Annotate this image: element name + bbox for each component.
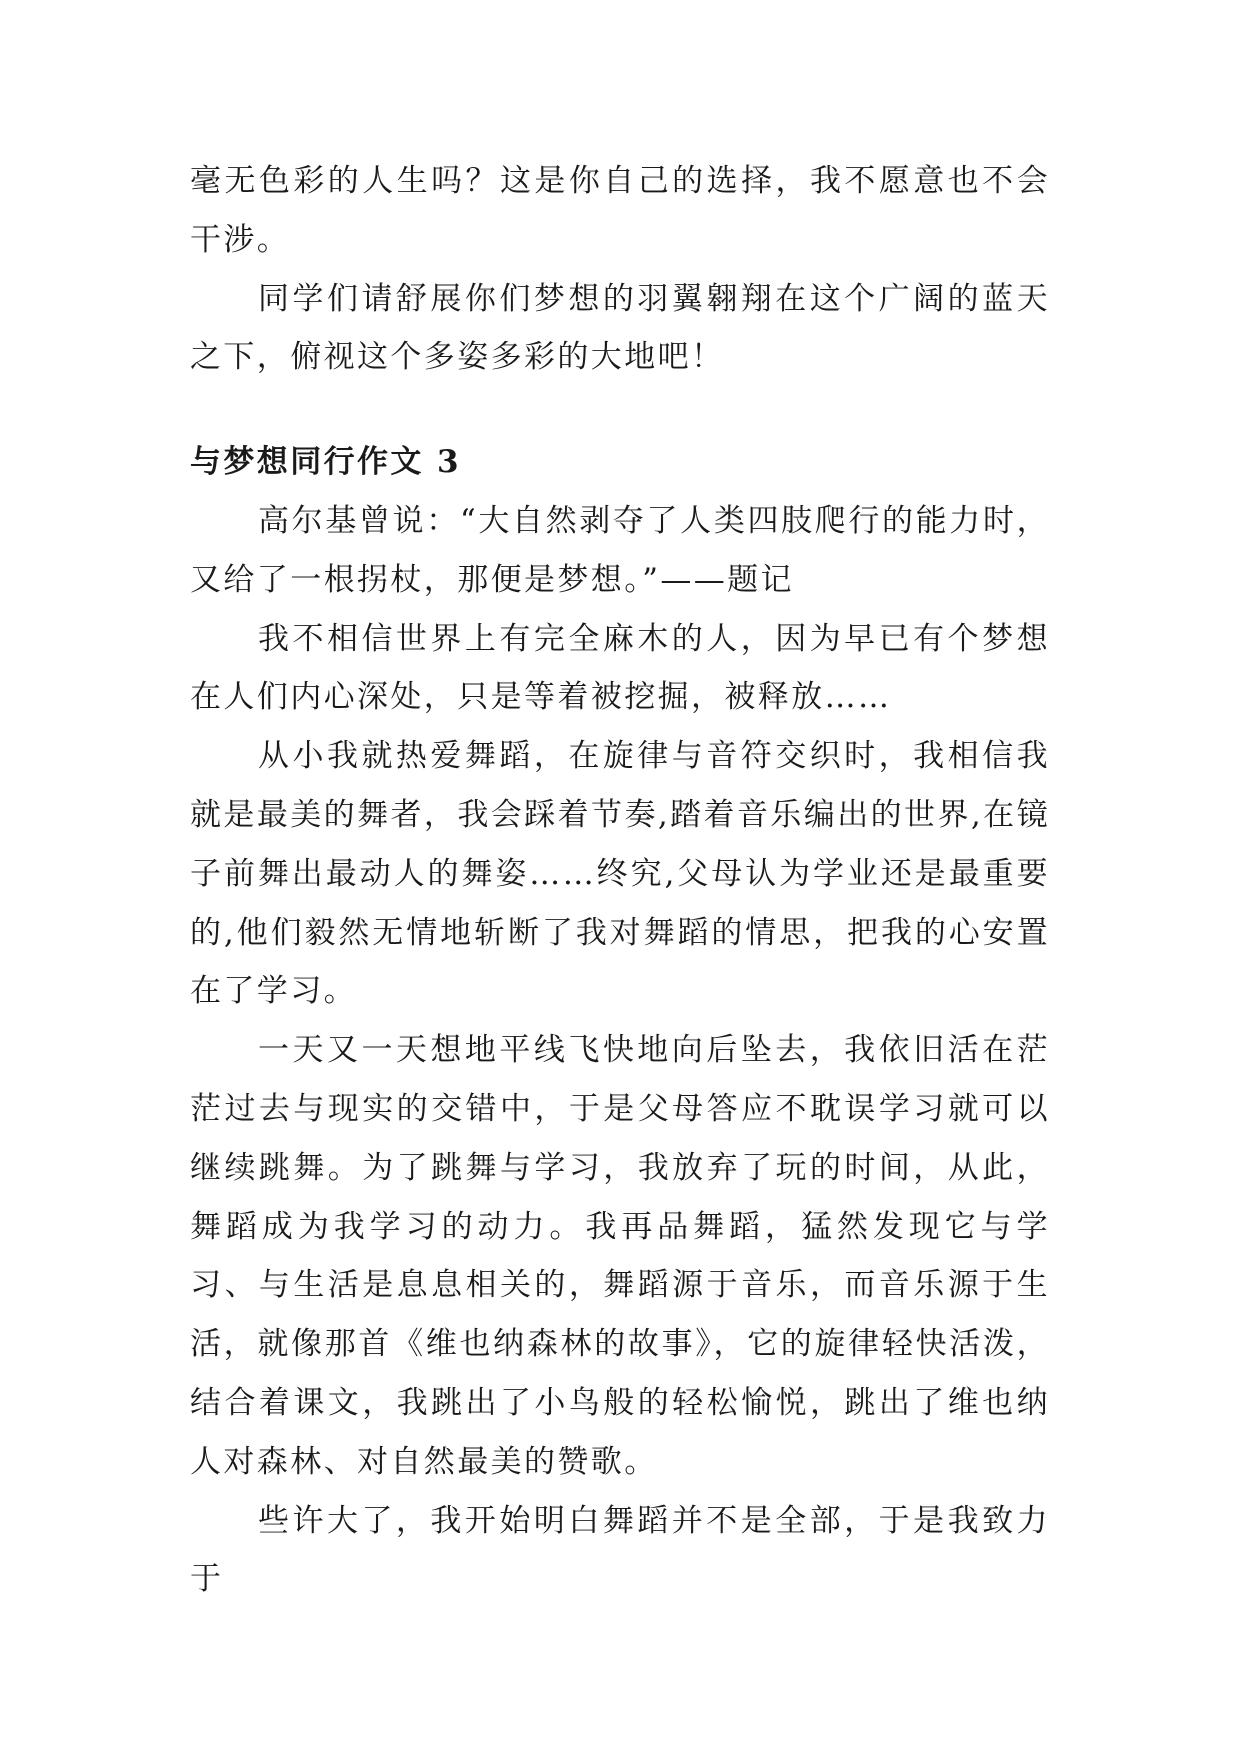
paragraph-epigraph: 高尔基曾说：“大自然剥夺了人类四肢爬行的能力时，又给了一根拐杖，那便是梦想。”——题记 bbox=[190, 502, 1050, 598]
paragraph: 从小我就热爱舞蹈，在旋律与音符交织时，我相信我就是最美的舞者，我会踩着节奏,踏着音乐编出的世界,在镜子前舞出最动人的舞姿……终究,父母认为学业还是最重要的,他们毅然无情地斩断了我对舞蹈的情思，把我的心安置在了学习。 bbox=[190, 738, 1050, 1010]
paragraph-continued: 毫无色彩的人生吗？这是你自己的选择，我不愿意也不会干涉。 bbox=[190, 163, 1050, 258]
paragraph: 我不相信世界上有完全麻木的人，因为早已有个梦想在人们内心深处，只是等着被挖掘，被释放…… bbox=[190, 620, 1050, 716]
paragraph: 一天又一天想地平线飞快地向后坠去，我依旧活在茫茫过去与现实的交错中，于是父母答应不耽误学习就可以继续跳舞。为了跳舞与学习，我放弃了玩的时间，从此，舞蹈成为我学习的动力。我再品舞蹈，猛然发现它与学习、与生活是息息相关的，舞蹈源于音乐，而音乐源于生活，就像那首《维也纳森林的故事》，它的旋律轻快活泼，结合着课文，我跳出了小鸟般的轻松愉悦，跳出了维也纳人对森林、对自然最美的赞歌。 bbox=[190, 1032, 1050, 1480]
document-body bbox=[190, 152, 1050, 1609]
section-gap bbox=[190, 387, 1050, 433]
paragraph-closing: 同学们请舒展你们梦想的羽翼翱翔在这个广阔的蓝天之下，俯视这个多姿多彩的大地吧！ bbox=[190, 280, 1050, 376]
section-title: 与梦想同行作文 3 bbox=[190, 444, 461, 481]
paragraph-truncated: 些许大了，我开始明白舞蹈并不是全部，于是我致力于 bbox=[190, 1502, 1050, 1598]
